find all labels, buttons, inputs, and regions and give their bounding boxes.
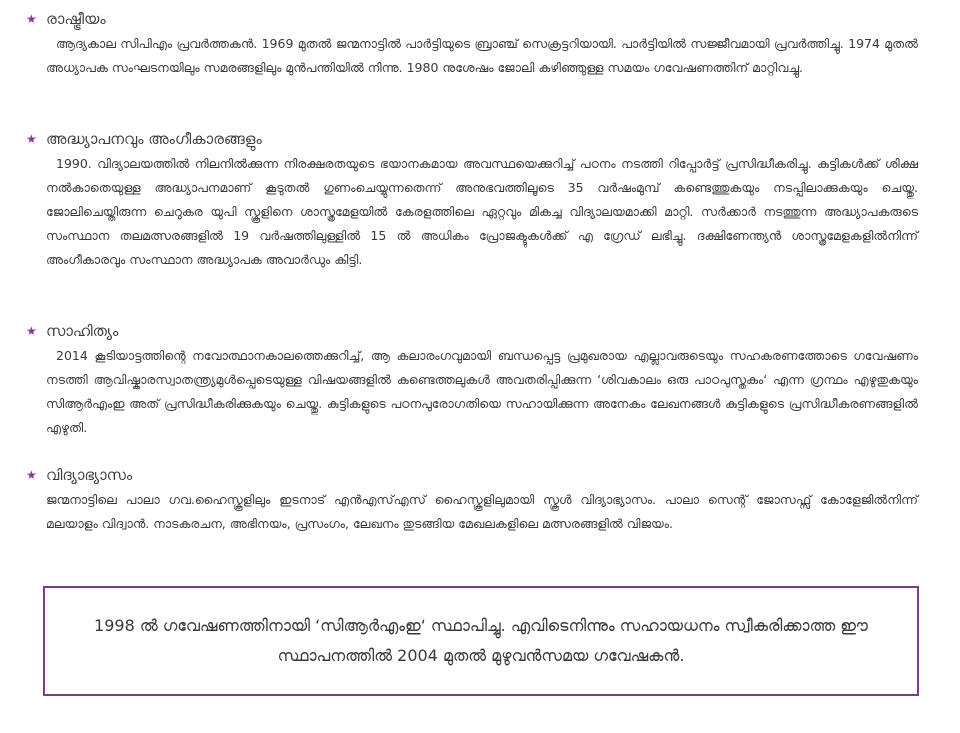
section-education: [0, 464, 960, 536]
section-title: വിദ്യാഭ്യാസം: [46, 466, 133, 484]
section-body: 1990. വിദ്യാലയത്തിൽ നിലനിൽക്കുന്ന നിരക്ഷരതയുടെ ഭയാനകമായ അവസ്ഥയെക്കുറിച്ച് പഠനം നടത്തി റിപ്പോർട്ട് പ്രസിദ്ധീകരിച്ചു. കുട്ടികൾക്ക് ശിക്ഷ നൽകാതെയുള്ള അദ്ധ്യാപനമാണ് കൂടുതൽ ഗുണംചെയ്യുന്നതെന്ന് അനുഭവത്തിലൂടെ 35 വർഷംമുമ്പ് കണ്ടെത്തുകയും നടപ്പിലാക്കുകയും ചെയ്തു. ജോലിചെയ്തിരുന്ന ചെറുകര യുപി സ്കൂളിനെ ശാസ്ത്രമേളയിൽ കേരളത്തിലെ ഏറ്റവും മികച്ച വിദ്യാലയമാക്കി മാറ്റി. സർക്കാർ നടത്തുന്ന അദ്ധ്യാപകരുടെ സംസ്ഥാന തലമത്സരങ്ങളിൽ 19 വർഷത്തിലുള്ളിൽ 15 ൽ അധികം പ്രോജക്ടുകൾക്ക് എ ഗ്രേഡ് ലഭിച്ചു. ദക്ഷിണേന്ത്യൻ ശാസ്ത്രമേളകളിൽനിന്ന് അംഗീകാരവും സംസ്ഥാന അദ്ധ്യാപക അവാർഡും കിട്ടി.: [46, 156, 918, 267]
star-icon: ★: [26, 12, 37, 26]
section-teaching-awards: [0, 128, 960, 272]
star-icon: ★: [26, 132, 37, 146]
section-title: രാഷ്ട്രീയം: [46, 10, 106, 28]
highlight-callout-box: [43, 586, 919, 696]
section-title: സാഹിത്യം: [46, 322, 119, 340]
section-heading: [0, 128, 960, 150]
section-heading: [0, 320, 960, 342]
section-body: ആദ്യകാല സിപിഎം പ്രവർത്തകൻ. 1969 മുതൽ ജന്മനാട്ടിൽ പാർട്ടിയുടെ ബ്രാഞ്ച് സെക്രട്ടറിയായി. പാർട്ടിയിൽ സജ്ജീവമായി പ്രവർത്തിച്ചു. 1974 മുതൽ അധ്യാപക സംഘടനയിലും സമരങ്ങളിലും മുൻപന്തിയിൽ നിന്നു. 1980 നുശേഷം ജോലി കഴിഞ്ഞുള്ള സമയം ഗവേഷണത്തിന് മാറ്റിവച്ചു.: [46, 36, 918, 75]
section-body: 2014 കൂടിയാട്ടത്തിന്റെ നവോത്ഥാനകാലത്തെക്കുറിച്ച്, ആ കലാരംഗവുമായി ബന്ധപ്പെട്ട പ്രമുഖരായ എല്ലാവരുടെയും സഹകരണത്തോടെ ഗവേഷണം നടത്തി ആവിഷ്കാരസ്വാതന്ത്ര്യമുൾപ്പെടെയുള്ള വിഷയങ്ങളിൽ കണ്ടെത്തലുകൾ അവതരിപ്പിക്കുന്ന ‘ശിവകാലം ഒരു പാഠപുസ്തകം‘ എന്ന ഗ്രന്ഥം എഴുതുകയും സിആർഎംഇ അത് പ്രസിദ്ധീകരിക്കുകയും ചെയ്തു. കുട്ടികളുടെ പഠനപുരോഗതിയെ സഹായിക്കുന്ന അനേകം ലേഖനങ്ങൾ കുട്ടികളുടെ പ്രസിദ്ധീകരണങ്ങളിൽ എഴുതി.: [46, 348, 918, 435]
section-heading: [0, 8, 960, 30]
star-icon: ★: [26, 468, 37, 482]
callout-text: 1998 ൽ ഗവേഷണത്തിനായി ‘സിആർഎംഇ‘ സ്ഥാപിച്ചു. എവിടെനിന്നും സഹായധനം സ്വീകരിക്കാത്ത ഈ സ്ഥാപനത്തിൽ 2004 മുതൽ മുഴുവൻസമയ ഗവേഷകൻ.: [94, 616, 868, 665]
section-heading: [0, 464, 960, 486]
section-title: അദ്ധ്യാപനവും അംഗീകാരങ്ങളും: [46, 130, 262, 148]
section-literature: [0, 320, 960, 440]
section-politics: [0, 8, 960, 80]
star-icon: ★: [26, 324, 37, 338]
section-body: ജന്മനാട്ടിലെ പാലാ ഗവ.ഹൈസ്കൂളിലും ഇടനാട് എൻഎസ്എസ് ഹൈസ്കൂളിലുമായി സ്കൂൾ വിദ്യാഭ്യാസം. പാലാ സെന്റ് ജോസഫ്സ് കോളേജിൽനിന്ന് മലയാളം വിദ്വാൻ. നാടകരചന, അഭിനയം, പ്രസംഗം, ലേഖനം തുടങ്ങിയ മേഖലകളിലെ മത്സരങ്ങളിൽ വിജയം.: [46, 492, 918, 531]
